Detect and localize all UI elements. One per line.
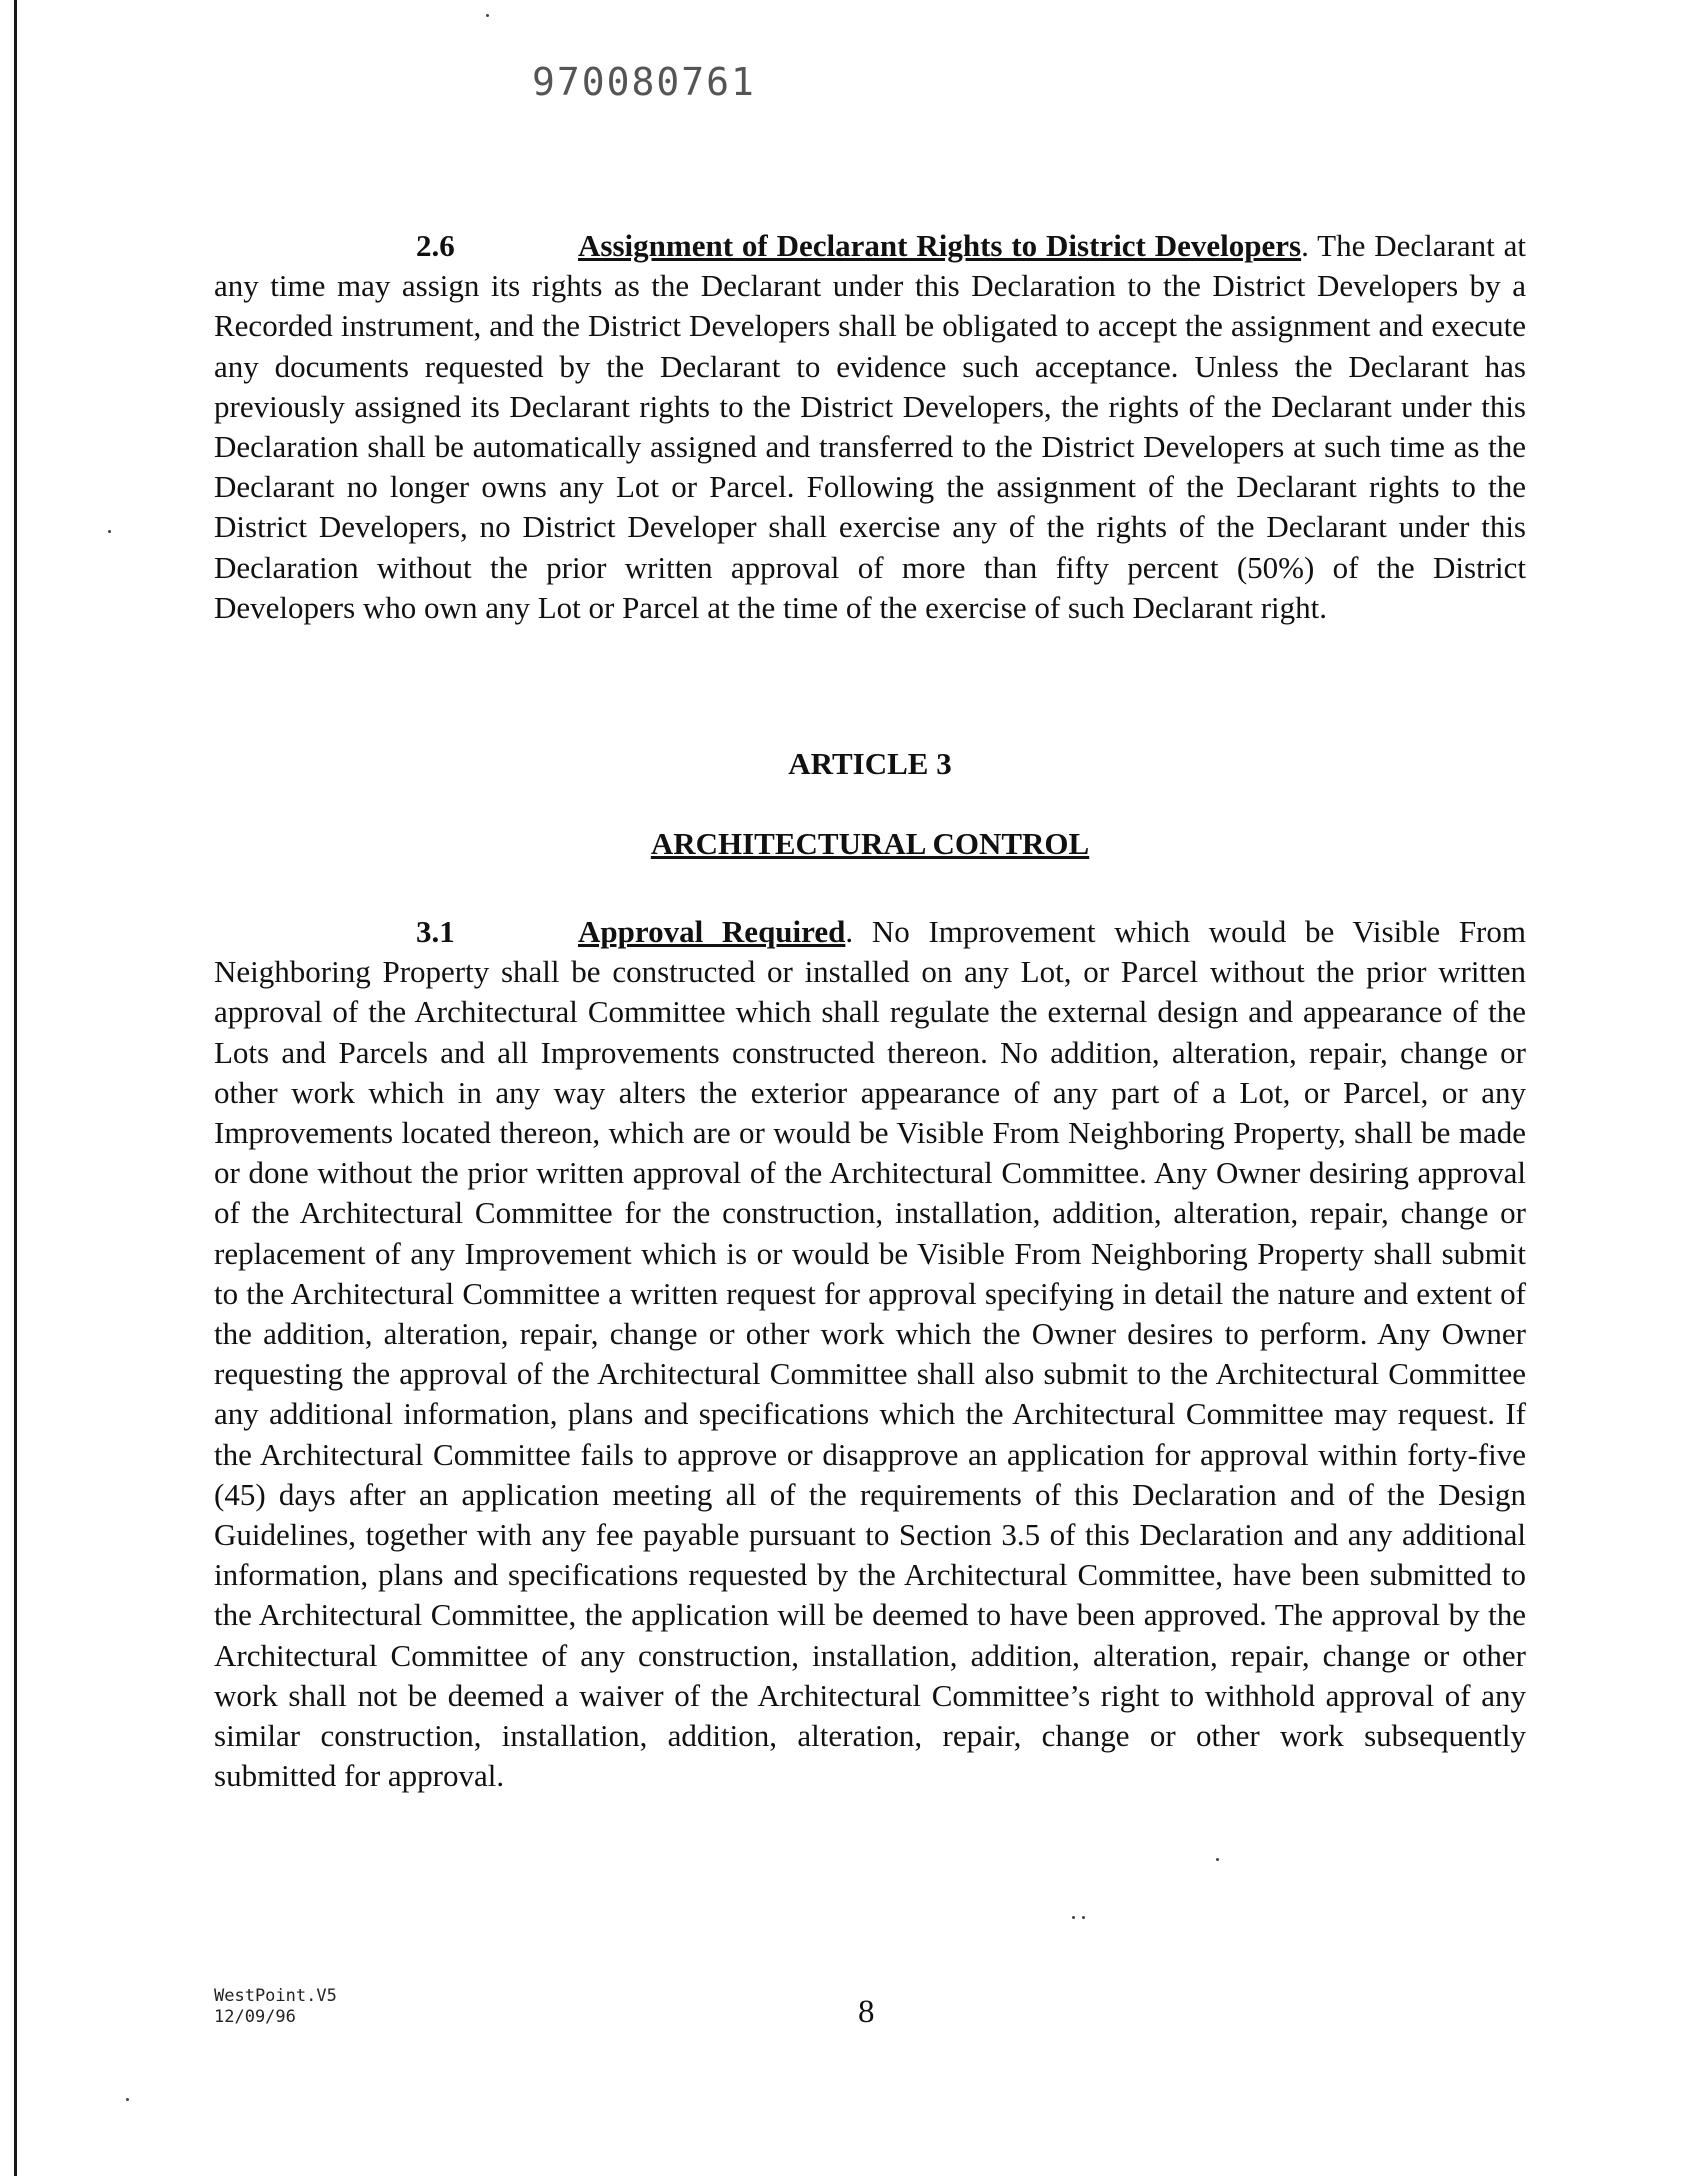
section-2-6-paragraph [214,226,1526,628]
section-3-1-heading: Approval Required [578,914,846,949]
scan-speck [486,14,489,17]
scan-edge-line [14,0,17,2176]
page-number: 8 [858,1994,875,2030]
section-2-6-body: . The Declarant at any time may assign its rights as the Declarant under this Declaration to the District Developers by a Recorded instrument, and the District Developers shall be obligated to accept the assignment and execute any documents requested by the Declarant to evidence such acceptance. Unless the Declarant has previously assigned its Declarant rights to the District Developers, the rights of the Declarant under this Declaration shall be automatically assigned and transferred to the District Developers at such time as the Declarant no longer owns any Lot or Parcel. Following the assignment of the Declarant rights to the District Developers, no District Developer shall exercise any of the rights of the Declarant under this Declaration without the prior written approval of more than fifty percent (50%) of the District Developers who own any Lot or Parcel at the time of the exercise of such Declarant right. [214,228,1526,625]
section-3-1-paragraph [214,912,1526,1796]
footer-date: 12/09/96 [214,2007,296,2027]
section-2-6-heading: Assignment of Declarant Rights to District Developers [578,228,1302,263]
footer-doc-name: WestPoint.V5 [214,1986,337,2006]
scan-speck [1216,1858,1219,1861]
section-3-1-number: 3.1 [416,914,455,949]
footer-doc-info [214,1986,337,2028]
scan-speck [126,2098,129,2101]
section-3-1-body: . No Improvement which would be Visible From Neighboring Property shall be constructed or installed on any Lot, or Parcel without the prior written approval of the Architectural Committee which shall regulate the external design and appearance of the Lots and Parcels and all Improvements constructed thereon. No addition, alteration, repair, change or other work which in any way alters the exterior appearance of any part of a Lot, or Parcel, or any Improvements located thereon, which are or would be Visible From Neighboring Property, shall be made or done without the prior written approval of the Architectural Committee. Any Owner desiring approval of the Architectural Committee for the construction, installation, addition, alteration, repair, change or replacement of any Improvement which is or would be Visible From Neighboring Property shall submit to the Architectural Committee a written request for approval specifying in detail the nature and extent of the addition, alteration, repair, change or other work which the Owner desires to perform. Any Owner requesting the approval of the Architectural Committee shall also submit to the Architectural Committee any additional information, plans and specifications which the Architectural Committee may request. If the Architectural Committee fails to approve or disapprove an application for approval within forty-five (45) days after an application meeting all of the requirements of this Declaration and of the Design Guidelines, together with any fee payable pursuant to Section 3.5 of this Declaration and any additional information, plans and specifications requested by the Architectural Committee, have been submitted to the Architectural Committee, the application will be deemed to have been approved. The approval by the Architectural Committee of any construction, installation, addition, alteration, repair, change or other work shall not be deemed a waiver of the Architectural Committee’s right to withhold approval of any similar construction, installation, addition, alteration, repair, change or other work subsequently submitted for approval. [214,914,1526,1794]
article-subtitle: ARCHITECTURAL CONTROL [650,826,1090,861]
scan-speck [1082,1916,1085,1919]
article-title: ARTICLE 3 [788,746,952,781]
scan-speck [1072,1916,1075,1919]
scan-speck [108,530,111,533]
document-number: 970080761 [532,60,756,104]
section-2-6-number: 2.6 [416,228,455,263]
